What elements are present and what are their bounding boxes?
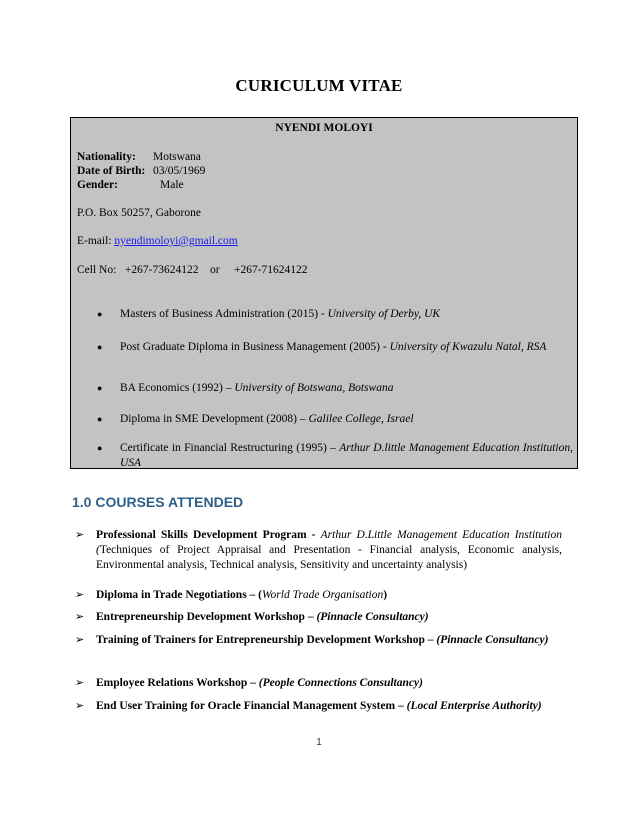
nationality-row bbox=[77, 151, 201, 163]
cell-or: or bbox=[210, 264, 220, 276]
cell-label: Cell No: bbox=[77, 264, 117, 276]
course-item bbox=[75, 588, 562, 603]
courses-heading: 1.0 COURSES ATTENDED bbox=[72, 494, 244, 510]
education-item bbox=[99, 340, 573, 355]
course-title: Diploma in Trade Negotiations – ( bbox=[96, 589, 263, 601]
education-degree: BA Economics (1992) – bbox=[120, 382, 235, 394]
course-title: Professional Skills Development Program - bbox=[96, 529, 321, 541]
profile-box bbox=[70, 117, 578, 469]
course-item bbox=[75, 695, 562, 717]
education-degree: Certificate in Financial Restructuring (1995) – bbox=[120, 442, 340, 454]
course-institution: (Pinnacle Consultancy) bbox=[316, 611, 429, 623]
course-item bbox=[75, 629, 562, 651]
course-institution: (People Connections Consultancy) bbox=[258, 677, 423, 689]
page-number: 1 bbox=[316, 737, 322, 748]
course-item bbox=[75, 528, 562, 573]
course-institution: Arthur D.Little Management Education Institution ( bbox=[96, 529, 562, 556]
course-institution: (Pinnacle Consultancy) bbox=[436, 634, 549, 646]
gender-row bbox=[77, 179, 184, 191]
cell-number-2: +267-71624122 bbox=[233, 264, 308, 276]
cell-number-1: +267-73624122 bbox=[124, 264, 199, 276]
course-institution: World Trade Organisation bbox=[262, 589, 384, 601]
education-degree: Diploma in SME Development (2008) – bbox=[120, 413, 309, 425]
arrow-bullet-icon: ➢ bbox=[75, 700, 85, 712]
cell-row bbox=[77, 264, 308, 276]
email-row bbox=[77, 235, 238, 247]
dob-label: Date of Birth: bbox=[77, 165, 146, 177]
course-title: End User Training for Oracle Financial Management System – bbox=[96, 700, 407, 712]
bullet-icon: ● bbox=[97, 414, 103, 424]
course-tail: ) bbox=[383, 589, 388, 601]
course-title: Entrepreneurship Development Workshop – bbox=[96, 611, 317, 623]
education-item bbox=[99, 412, 573, 427]
education-degree: Post Graduate Diploma in Business Management (2005) - bbox=[120, 341, 390, 353]
bullet-icon: ● bbox=[97, 443, 103, 453]
arrow-bullet-icon: ➢ bbox=[75, 677, 85, 689]
course-institution: (Local Enterprise Authority) bbox=[406, 700, 542, 712]
nationality-value: Motswana bbox=[153, 151, 201, 163]
address-line: P.O. Box 50257, Gaborone bbox=[77, 207, 201, 219]
education-institution: University of Kwazulu Natal, RSA bbox=[389, 341, 547, 353]
document-title: CURICULUM VITAE bbox=[235, 76, 403, 95]
candidate-name: NYENDI MOLOYI bbox=[275, 122, 373, 134]
education-item bbox=[99, 441, 573, 471]
course-title: Training of Trainers for Entrepreneurship Development Workshop – bbox=[96, 634, 437, 646]
course-item bbox=[75, 610, 562, 625]
education-item bbox=[99, 307, 573, 322]
education-institution: University of Botswana, Botswana bbox=[234, 382, 394, 394]
dob-row bbox=[77, 165, 205, 177]
dob-value: 03/05/1969 bbox=[153, 165, 206, 177]
arrow-bullet-icon: ➢ bbox=[75, 529, 85, 541]
education-institution: Galilee College, Israel bbox=[308, 413, 414, 425]
arrow-bullet-icon: ➢ bbox=[75, 611, 85, 623]
gender-label: Gender: bbox=[77, 179, 118, 191]
bullet-icon: ● bbox=[97, 342, 103, 352]
education-institution: University of Derby, UK bbox=[327, 308, 441, 320]
arrow-bullet-icon: ➢ bbox=[75, 589, 85, 601]
bullet-icon: ● bbox=[97, 309, 103, 319]
education-item bbox=[99, 381, 573, 396]
nationality-label: Nationality: bbox=[77, 151, 136, 163]
email-label: E-mail: bbox=[77, 235, 112, 247]
email-link[interactable]: nyendimoloyi@gmail.com bbox=[114, 235, 238, 247]
gender-value: Male bbox=[160, 179, 184, 191]
education-degree: Masters of Business Administration (2015) - bbox=[120, 308, 328, 320]
bullet-icon: ● bbox=[97, 383, 103, 393]
education-institution: Arthur D.little Management Education Institution, USA bbox=[120, 442, 573, 469]
course-item bbox=[75, 676, 562, 691]
course-detail: Techniques of Project Appraisal and Presentation - Financial analysis, Economic analysis, Environmental analysis, Technical analysis, Sensitivity and uncertainty analysis) bbox=[96, 544, 562, 571]
arrow-bullet-icon: ➢ bbox=[75, 634, 85, 646]
course-title: Employee Relations Workshop – bbox=[96, 677, 259, 689]
